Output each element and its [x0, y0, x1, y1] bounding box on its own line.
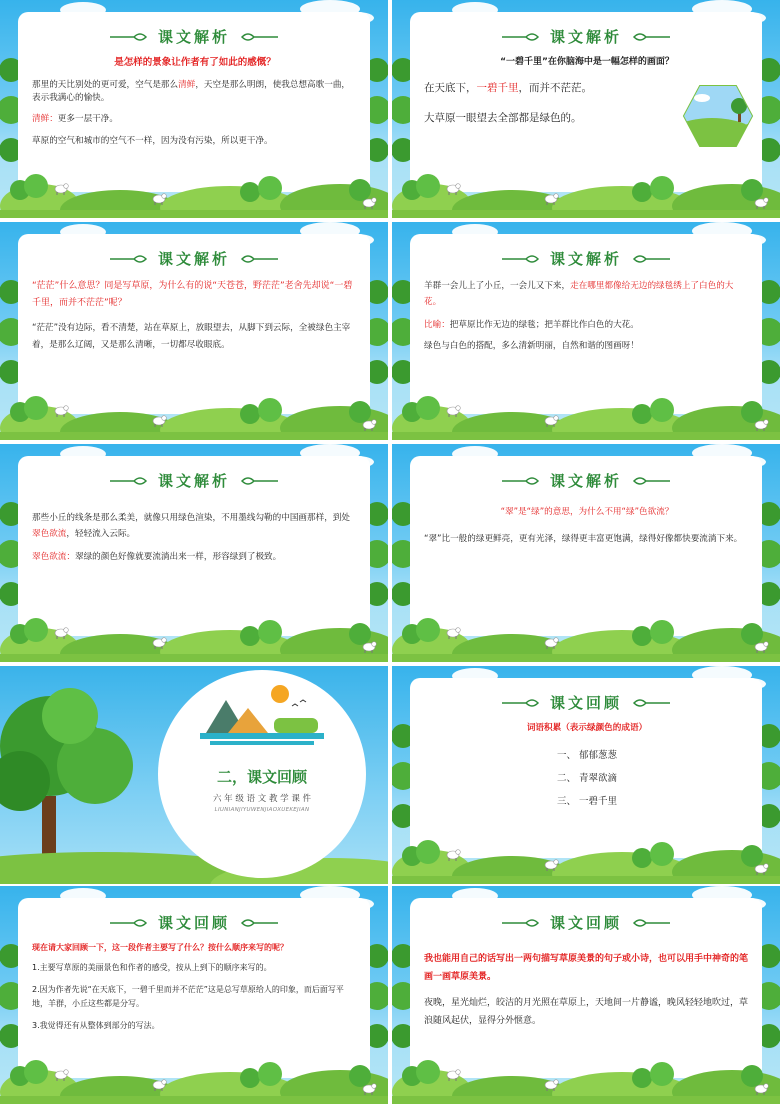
goat-icon: [542, 858, 560, 872]
paragraph: 绿色与白色的搭配，多么清新明丽，自然和谐的图画呀！: [424, 340, 639, 351]
title-text: 课文解析: [157, 472, 230, 490]
title-text: 课文解析: [157, 250, 230, 268]
answer: “翠”比一般的绿更鲜亮，更有光泽，绿得更丰富更饱满，绿得好像都快要流淌下来。: [424, 534, 743, 545]
goat-icon: [444, 404, 462, 418]
list-item: 二、 青翠欲滴: [556, 773, 618, 785]
slide-3[interactable]: [0, 222, 388, 440]
right-leaf-decoration-icon: [630, 476, 670, 486]
right-leaf-decoration-icon: [630, 918, 670, 928]
answer-line: 大草原一眼望去全部都是绿色的。: [424, 112, 582, 125]
landscape-illustration-icon: [196, 678, 328, 758]
section-subtitle: 六 年 级 语 文 教 学 课 件: [212, 794, 312, 804]
term-definition: [32, 551, 358, 564]
right-leaf-decoration-icon: [630, 698, 670, 708]
goat-icon: [360, 1082, 378, 1096]
slide-2[interactable]: [392, 0, 780, 218]
poem: 夜晚，星光灿烂，皎洁的月光照在草原上，天地间一片静谧，晚风轻轻地吹过，草浪随风起伏，显得分外惬意。: [424, 998, 749, 1026]
right-leaf-decoration-icon: [238, 254, 278, 264]
slide-4[interactable]: [392, 222, 780, 440]
goat-icon: [360, 196, 378, 210]
slide-7-section-cover[interactable]: [0, 666, 388, 884]
right-leaf-decoration-icon: [238, 476, 278, 486]
answer-2: 2.因为作者先说“在天底下，一碧千里而并不茫茫”这是总写草原给人的印象，而后面写平地，羊群，小丘这些都是分写。: [32, 984, 344, 1009]
slide-card: [410, 12, 762, 192]
question: “茫茫”什么意思？同是写草原，为什么有的说“天苍苍，野茫茫”老舍先却说“一碧千里，而并不茫茫”呢？: [32, 281, 353, 309]
left-leaf-decoration-icon: [110, 32, 150, 42]
section-title: 二，课文回顾: [216, 768, 307, 786]
slide-card: [410, 898, 762, 1078]
goat-icon: [542, 636, 560, 650]
answer: “茫茫”没有边际，看不清楚，站在草原上，放眼望去，从脚下到云际，全被绿色主宰着，是那么辽阔，又是那么清晰，一切都尽收眼底。: [32, 323, 351, 350]
slide-1[interactable]: [0, 0, 388, 218]
goat-icon: [360, 640, 378, 654]
title-text: 课文回顾: [157, 914, 230, 932]
goat-icon: [150, 414, 168, 428]
slide-card: [410, 456, 762, 636]
term-definition: [424, 319, 750, 332]
title-text: 课文回顾: [549, 694, 622, 712]
slide-6[interactable]: [392, 444, 780, 662]
left-leaf-decoration-icon: [110, 476, 150, 486]
list-item: 一、 郁郁葱葱: [556, 750, 618, 762]
paragraph: 那里的天比别处的更可爱，空气是那么清鲜，天空是那么明朗，使我总想高歌一曲，表示我满心的愉快。: [32, 79, 351, 104]
term-text: 翠绿的颜色好像就要流淌出来一样，形容绿到了极致。: [74, 551, 282, 562]
slide-title: [410, 248, 762, 269]
goat-icon: [444, 182, 462, 196]
left-leaf-decoration-icon: [502, 32, 542, 42]
question: 现在请大家回顾一下，这一段作者主要写了什么？按什么顺序来写的呢？: [32, 943, 288, 952]
question: 是怎样的景象让作者有了如此的感慨？: [114, 57, 276, 68]
term-definition: [32, 113, 358, 126]
question: “一碧千里”在你脑海中是一幅怎样的画面？: [500, 57, 674, 67]
title-text: 课文回顾: [549, 914, 622, 932]
slide-title: [410, 912, 762, 933]
goat-icon: [542, 414, 560, 428]
slide-body: [32, 278, 358, 361]
goat-icon: [150, 192, 168, 206]
left-leaf-decoration-icon: [110, 254, 150, 264]
left-leaf-decoration-icon: [502, 698, 542, 708]
list-item: 三、 一碧千里: [556, 795, 618, 807]
goat-icon: [542, 1078, 560, 1092]
heading: 词语积累（表示绿颜色的成语）: [526, 723, 648, 733]
section-pinyin: LIUNIANJIYUWENJIAOXUEKEJIAN: [214, 807, 310, 813]
right-leaf-decoration-icon: [238, 918, 278, 928]
slide-body: [424, 722, 750, 817]
goat-icon: [752, 640, 770, 654]
term-label: 翠色欲流：: [32, 551, 75, 562]
goat-icon: [52, 182, 70, 196]
slide-card: [18, 12, 370, 192]
slide-5[interactable]: [0, 444, 388, 662]
goat-icon: [444, 1068, 462, 1082]
paragraph: 羊群一会儿上了小丘，一会儿又下来，走在哪里都像给无边的绿毯绣上了白色的大花。: [424, 281, 734, 308]
goat-icon: [360, 418, 378, 432]
slide-body: [32, 56, 358, 156]
right-leaf-decoration-icon: [238, 32, 278, 42]
left-leaf-decoration-icon: [502, 254, 542, 264]
paragraph: 那些小丘的线条是那么柔美，就像只用绿色渲染，不用墨线勾勒的中国画那样，到处翠色欲流，轻轻流入云际。: [32, 513, 350, 540]
title-text: 课文解析: [549, 472, 622, 490]
slide-card: [18, 234, 370, 414]
slide-body: [424, 278, 750, 361]
goat-icon: [52, 1068, 70, 1082]
goat-icon: [752, 862, 770, 876]
goat-icon: [52, 404, 70, 418]
slide-title: [410, 470, 762, 491]
slide-title: [410, 692, 762, 713]
slide-body: [424, 500, 750, 555]
term-label: 比喻：: [424, 319, 450, 330]
slide-card: [18, 456, 370, 636]
goat-icon: [752, 418, 770, 432]
prompt: 我也能用自己的话写出一两句描写草原美景的句子或小诗，也可以用手中神奇的笔画一画草原美景。: [424, 954, 749, 982]
answer-1: 1.主要写草原的美丽景色和作者的感受，按从上到下的顺序来写的。: [32, 963, 272, 973]
slide-title: [18, 912, 370, 933]
slide-10[interactable]: [392, 886, 780, 1104]
slide-card: [410, 678, 762, 858]
term-label: 清鲜：: [32, 114, 58, 125]
term-text: 更多一层干净。: [57, 114, 118, 125]
goat-icon: [444, 626, 462, 640]
goat-icon: [444, 848, 462, 862]
slide-8[interactable]: [392, 666, 780, 884]
slide-title: [18, 248, 370, 269]
right-leaf-decoration-icon: [630, 32, 670, 42]
goat-icon: [150, 1078, 168, 1092]
right-leaf-decoration-icon: [630, 254, 670, 264]
title-text: 课文解析: [549, 28, 622, 46]
meadow-hexagon-image: [682, 84, 754, 148]
slide-title: [18, 470, 370, 491]
question: “翠”是“绿”的意思，为什么不用“绿”色欲流？: [500, 507, 674, 517]
slide-9[interactable]: [0, 886, 388, 1104]
goat-icon: [150, 636, 168, 650]
slide-card: [18, 898, 370, 1078]
goat-icon: [52, 626, 70, 640]
paragraph: 草原的空气和城市的空气不一样，因为没有污染，所以更干净。: [32, 135, 273, 146]
goat-icon: [752, 196, 770, 210]
slide-body: [424, 942, 750, 1038]
title-text: 课文解析: [549, 250, 622, 268]
goat-icon: [752, 1082, 770, 1096]
slide-body: [32, 500, 358, 572]
answer-3: 3.我觉得还有从整体到部分的写法。: [32, 1020, 160, 1030]
slide-title: [410, 26, 762, 47]
cover-circle: [158, 670, 366, 878]
left-leaf-decoration-icon: [502, 918, 542, 928]
term-text: 把草原比作无边的绿毯；把羊群比作白色的大花。: [449, 319, 639, 330]
goat-icon: [542, 192, 560, 206]
answer-line: 在天底下，一碧千里，而并不茫茫。: [424, 81, 592, 94]
slide-body: [32, 942, 358, 1040]
slide-card: [410, 234, 762, 414]
left-leaf-decoration-icon: [502, 476, 542, 486]
slide-title: [18, 26, 370, 47]
title-text: 课文解析: [157, 28, 230, 46]
left-leaf-decoration-icon: [110, 918, 150, 928]
